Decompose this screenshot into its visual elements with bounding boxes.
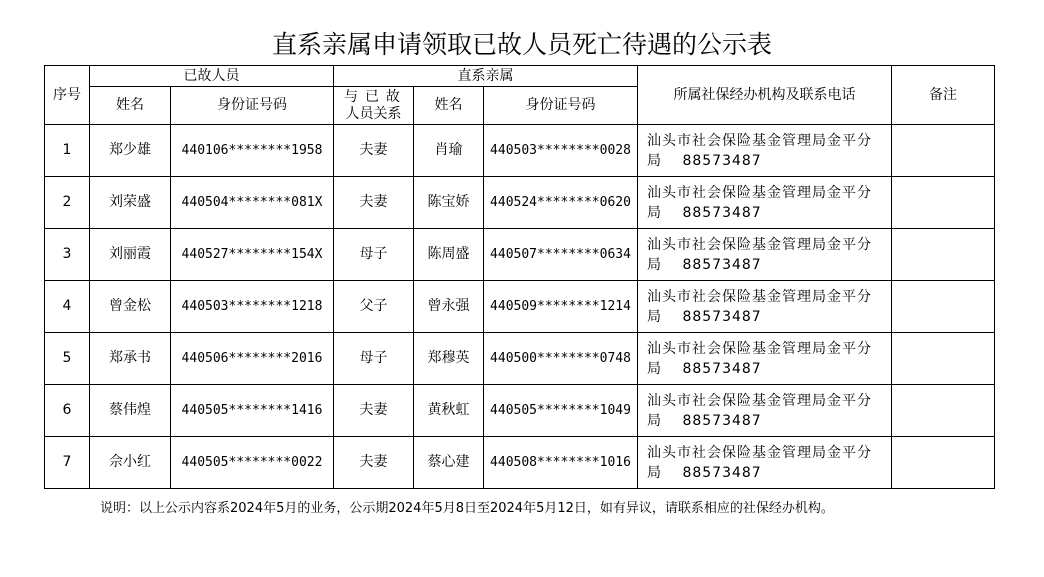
agency-cell	[638, 281, 892, 333]
deceased-name-cell: 佘小红	[90, 437, 171, 489]
disclosure-table	[44, 65, 995, 489]
relation-cell: 父子	[334, 281, 414, 333]
table-row	[45, 229, 995, 281]
header-deceased-name: 姓名	[90, 87, 171, 125]
header-agency: 所属社保经办机构及联系电话	[638, 66, 892, 125]
remark-cell	[892, 437, 995, 489]
header-relation-line2: 人员关系	[345, 105, 402, 122]
relation-cell: 夫妻	[334, 385, 414, 437]
deceased-name-cell: 曾金松	[90, 281, 171, 333]
relative-id-cell: 440503********0028	[484, 125, 638, 177]
agency-line2: 局 88573487	[647, 464, 762, 481]
agency-line2: 局 88573487	[647, 412, 762, 429]
deceased-id-cell: 440106********1958	[171, 125, 334, 177]
header-relation	[334, 87, 414, 125]
agency-line1: 汕头市社会保险基金管理局金平分	[647, 392, 872, 409]
seq-cell: 5	[45, 333, 90, 385]
relation-cell: 夫妻	[334, 437, 414, 489]
deceased-id-cell: 440505********1416	[171, 385, 334, 437]
table-row	[45, 125, 995, 177]
header-deceased-id: 身份证号码	[171, 87, 334, 125]
agency-cell	[638, 229, 892, 281]
agency-line1: 汕头市社会保险基金管理局金平分	[647, 236, 872, 253]
seq-cell: 1	[45, 125, 90, 177]
remark-cell	[892, 177, 995, 229]
agency-line2: 局 88573487	[647, 256, 762, 273]
relative-name-cell: 陈周盛	[414, 229, 484, 281]
relation-cell: 夫妻	[334, 177, 414, 229]
table-row	[45, 281, 995, 333]
relative-id-cell: 440509********1214	[484, 281, 638, 333]
deceased-id-cell: 440506********2016	[171, 333, 334, 385]
agency-cell	[638, 437, 892, 489]
header-seq: 序号	[45, 66, 90, 125]
deceased-id-cell: 440504********081X	[171, 177, 334, 229]
relative-name-cell: 黄秋虹	[414, 385, 484, 437]
relative-name-cell: 肖瑜	[414, 125, 484, 177]
agency-cell	[638, 177, 892, 229]
table-row	[45, 333, 995, 385]
deceased-name-cell: 刘丽霞	[90, 229, 171, 281]
page-title: 直系亲属申请领取已故人员死亡待遇的公示表	[271, 30, 772, 59]
remark-cell	[892, 385, 995, 437]
relative-id-cell: 440500********0748	[484, 333, 638, 385]
header-relation-line1: 与已故	[344, 88, 407, 105]
agency-cell	[638, 333, 892, 385]
agency-line1: 汕头市社会保险基金管理局金平分	[647, 340, 872, 357]
deceased-name-cell: 郑承书	[90, 333, 171, 385]
agency-cell	[638, 385, 892, 437]
deceased-id-cell: 440505********0022	[171, 437, 334, 489]
remark-cell	[892, 281, 995, 333]
relative-name-cell: 陈宝娇	[414, 177, 484, 229]
agency-line2: 局 88573487	[647, 308, 762, 325]
header-relative-name: 姓名	[414, 87, 484, 125]
header-deceased-group: 已故人员	[90, 66, 334, 87]
remark-cell	[892, 333, 995, 385]
relative-id-cell: 440507********0634	[484, 229, 638, 281]
seq-cell: 4	[45, 281, 90, 333]
seq-cell: 3	[45, 229, 90, 281]
agency-line1: 汕头市社会保险基金管理局金平分	[647, 184, 872, 201]
header-relative-group: 直系亲属	[334, 66, 638, 87]
seq-cell: 2	[45, 177, 90, 229]
deceased-id-cell: 440503********1218	[171, 281, 334, 333]
agency-cell	[638, 125, 892, 177]
relative-id-cell: 440524********0620	[484, 177, 638, 229]
seq-cell: 6	[45, 385, 90, 437]
deceased-name-cell: 刘荣盛	[90, 177, 171, 229]
footnote: 说明：以上公示内容系2024年5月的业务，公示期2024年5月8日至2024年5月12日，如有异议，请联系相应的社保经办机构。	[100, 501, 834, 516]
relative-name-cell: 蔡心建	[414, 437, 484, 489]
remark-cell	[892, 125, 995, 177]
agency-line2: 局 88573487	[647, 152, 762, 169]
relative-id-cell: 440508********1016	[484, 437, 638, 489]
agency-line1: 汕头市社会保险基金管理局金平分	[647, 288, 872, 305]
relation-cell: 母子	[334, 229, 414, 281]
deceased-name-cell: 郑少雄	[90, 125, 171, 177]
agency-line1: 汕头市社会保险基金管理局金平分	[647, 132, 872, 149]
table-row	[45, 177, 995, 229]
agency-line2: 局 88573487	[647, 360, 762, 377]
relative-name-cell: 曾永强	[414, 281, 484, 333]
agency-line1: 汕头市社会保险基金管理局金平分	[647, 444, 872, 461]
deceased-id-cell: 440527********154X	[171, 229, 334, 281]
relation-cell: 夫妻	[334, 125, 414, 177]
header-relative-id: 身份证号码	[484, 87, 638, 125]
relative-id-cell: 440505********1049	[484, 385, 638, 437]
relation-cell: 母子	[334, 333, 414, 385]
remark-cell	[892, 229, 995, 281]
agency-line2: 局 88573487	[647, 204, 762, 221]
header-row-1	[45, 66, 995, 87]
relative-name-cell: 郑穆英	[414, 333, 484, 385]
header-remark: 备注	[892, 66, 995, 125]
deceased-name-cell: 蔡伟煌	[90, 385, 171, 437]
seq-cell: 7	[45, 437, 90, 489]
table-row	[45, 437, 995, 489]
table-row	[45, 385, 995, 437]
